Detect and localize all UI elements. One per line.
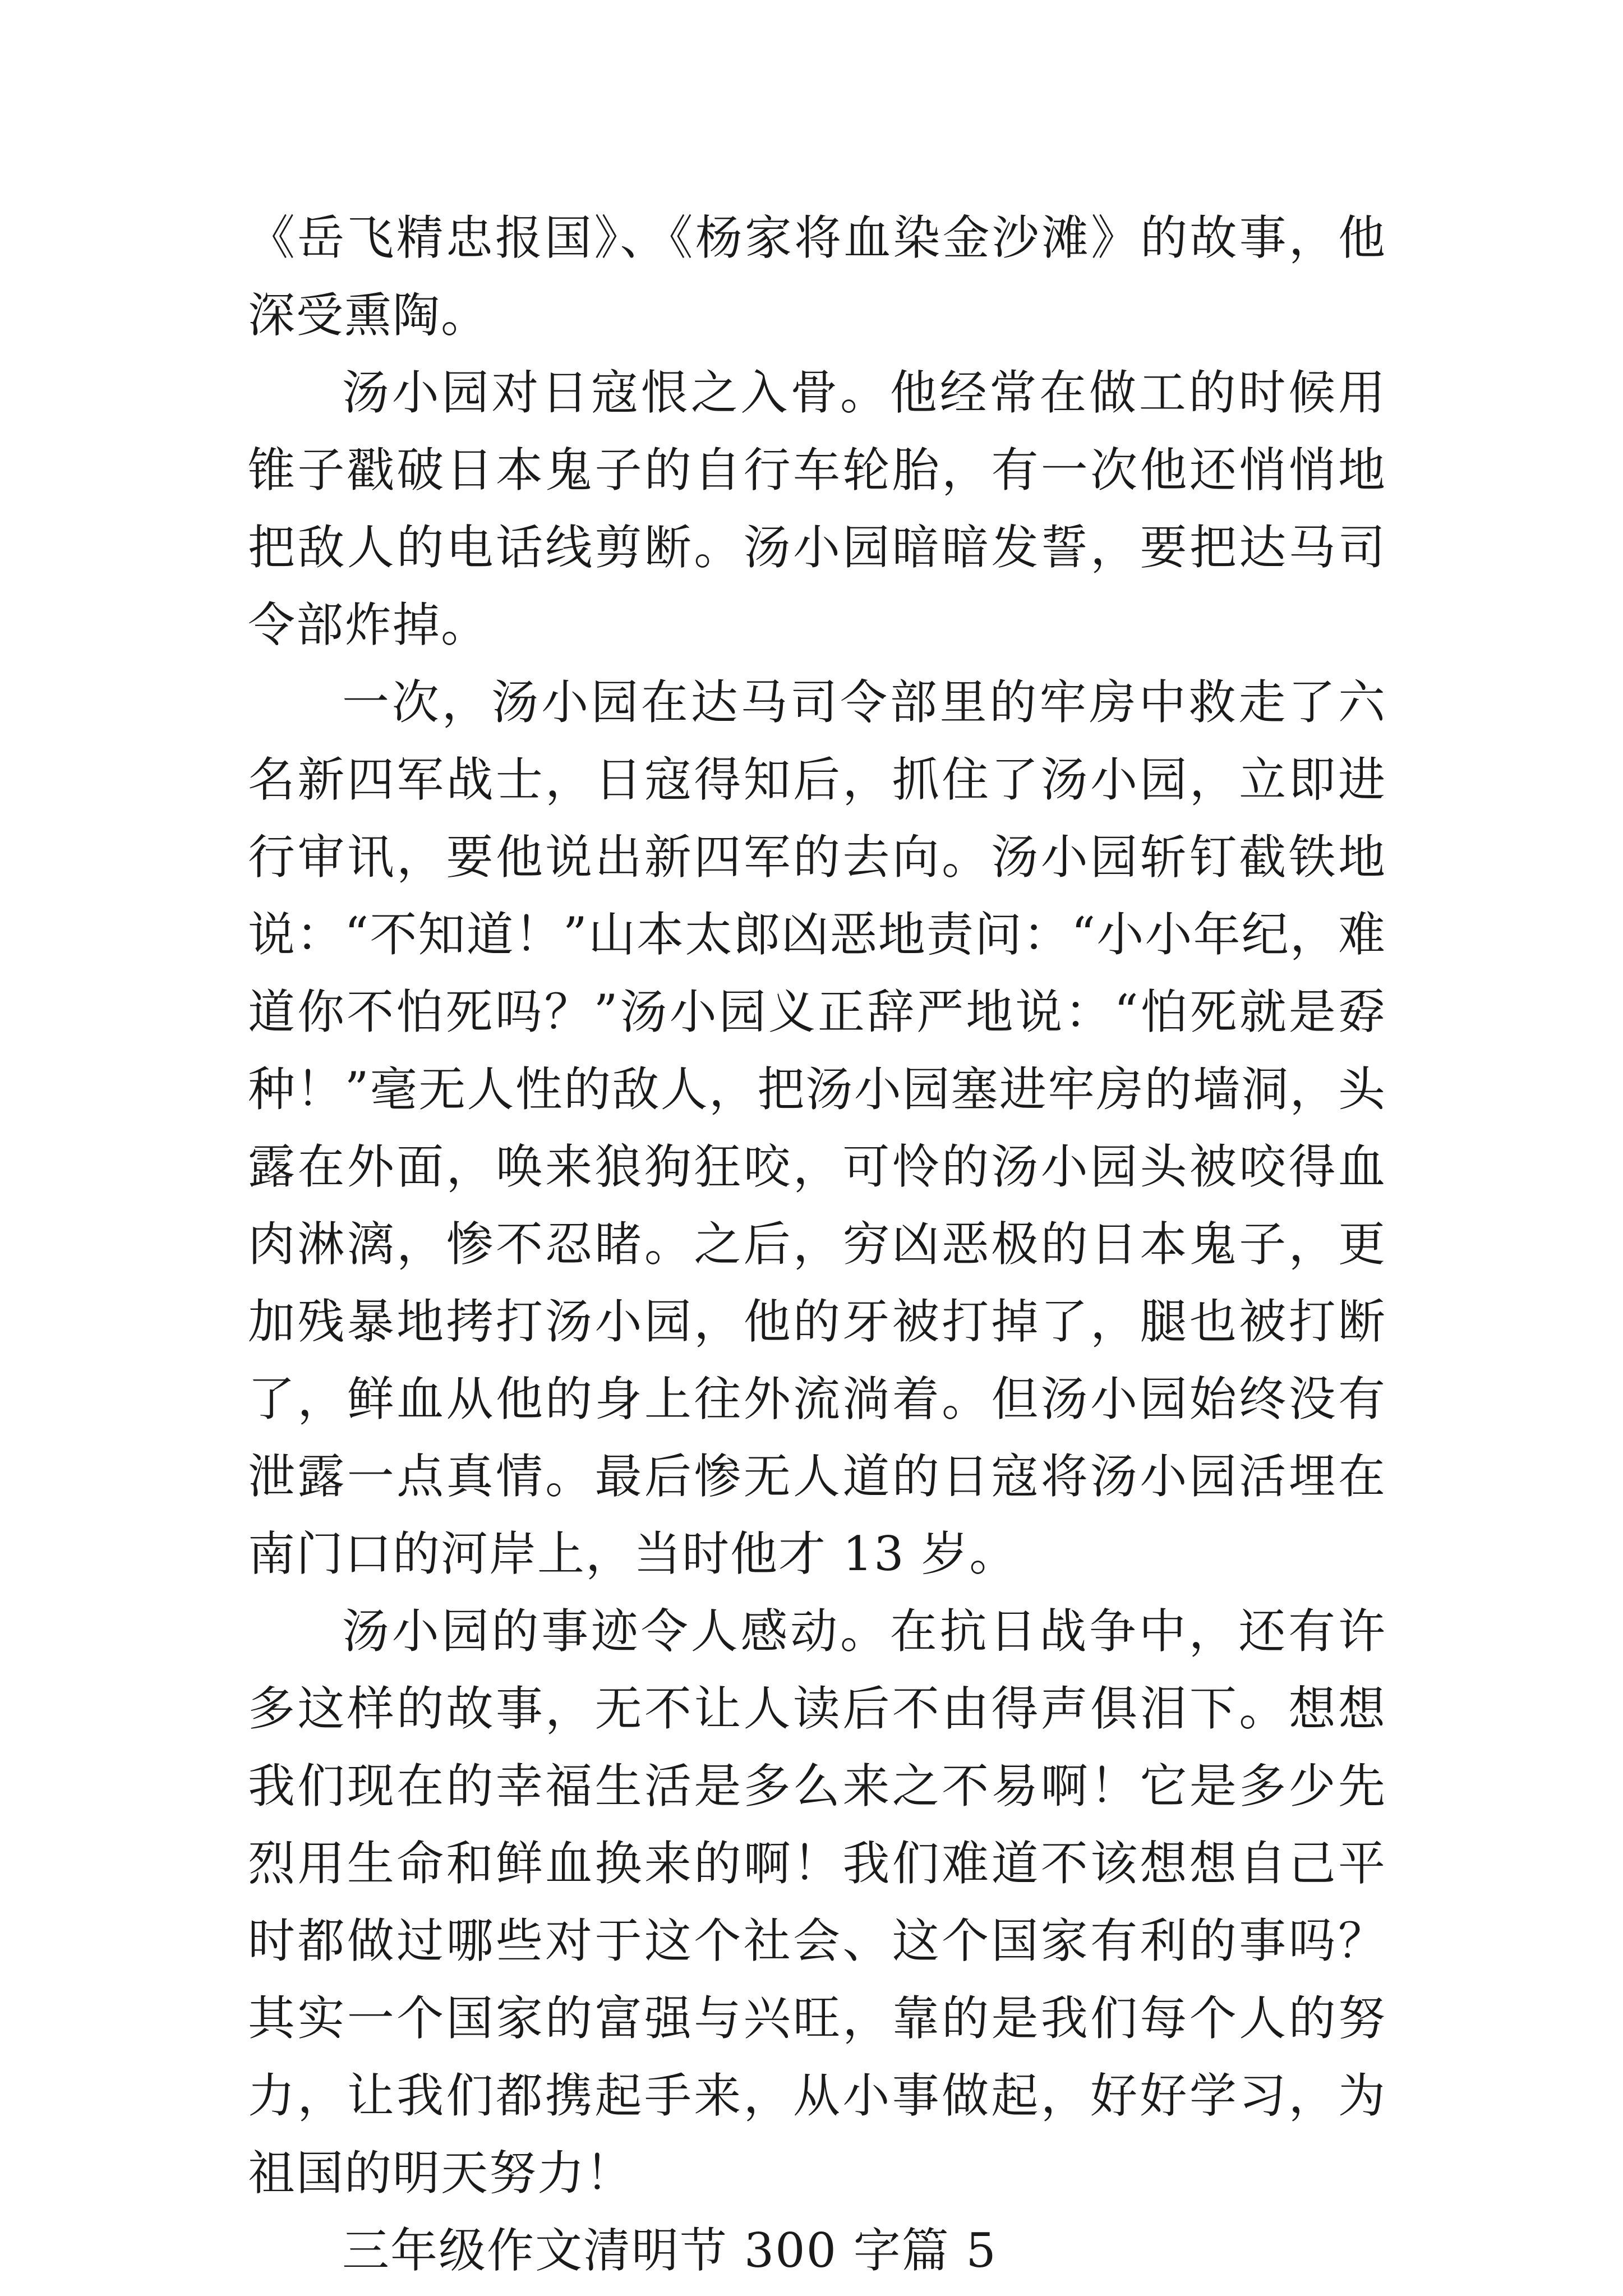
paragraph-hatred: 汤小园对日寇恨之入骨。他经常在做工的时候用锥子戳破日本鬼子的自行车轮胎，有一次他还悄悄地把敌人的电话线剪断。汤小园暗暗发誓，要把达马司令部炸掉。 xyxy=(248,365,1386,652)
paragraph-rescue-and-sacrifice: 一次，汤小园在达马司令部里的牢房中救走了六名新四军战士，日寇得知后，抓住了汤小园，立即进行审讯，要他说出新四军的去向。汤小园斩钉截铁地说：“不知道！”山本太郎凶恶地责问：“小小年纪，难道你不怕死吗？”汤小园义正辞严地说：“怕死就是孬种！”毫无人性的敌人，把汤小园塞进牢房的墙洞，头露在外面，唤来狼狗狂咬，可怜的汤小园头被咬得血肉淋漓，惨不忍睹。之后，穷凶恶极的日本鬼子，更加残暴地拷打汤小园，他的牙被打掉了，腿也被打断了，鲜血从他的身上往外流淌着。但汤小园始终没有泄露一点真情。最后惨无人道的日寇将汤小园活埋在南门口的河岸上，当时他才 13 岁。 xyxy=(248,675,1386,1581)
document-body xyxy=(248,199,1386,2289)
paragraph-reflection: 汤小园的事迹令人感动。在抗日战争中，还有许多这样的故事，无不让人读后不由得声俱泪下。想想我们现在的幸福生活是多么来之不易啊！它是多少先烈用生命和鲜血换来的啊！我们难道不该想想自己平时都做过哪些对于这个社会、这个国家有利的事吗？其实一个国家的富强与兴旺，靠的是我们每个人的努力，让我们都携起手来，从小事做起，好好学习，为祖国的明天努力！ xyxy=(248,1604,1386,2201)
paragraph-continuation: 《岳飞精忠报国》、《杨家将血染金沙滩》的故事，他深受熏陶。 xyxy=(248,210,1386,343)
section-heading: 三年级作文清明节 300 字篇 5 xyxy=(342,2223,997,2278)
